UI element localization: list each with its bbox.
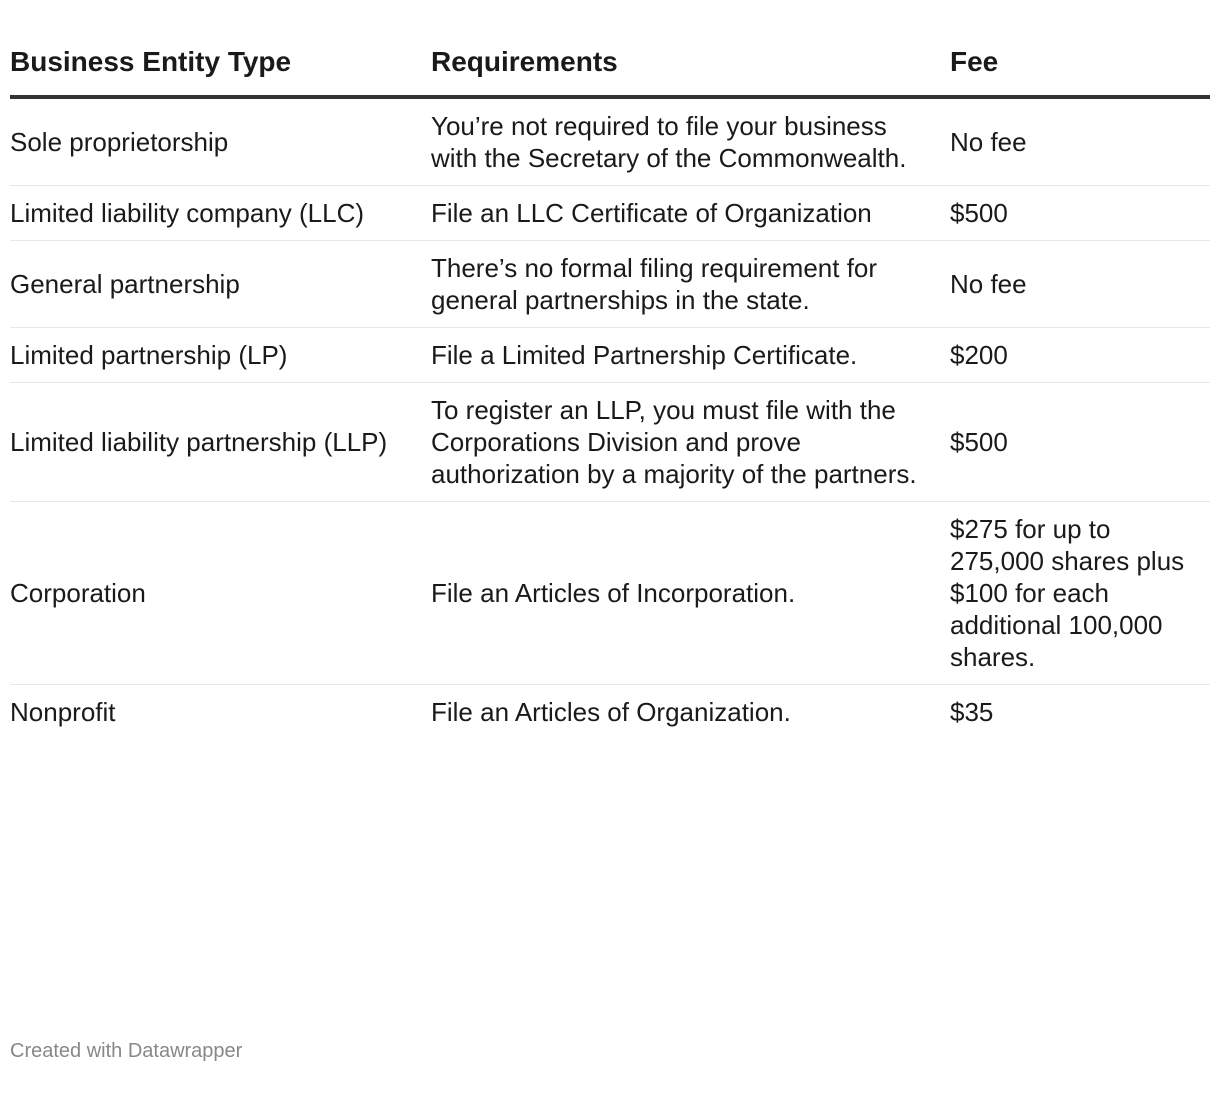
cell-entity: Limited liability partnership (LLP)	[10, 383, 431, 502]
cell-fee: $500	[950, 383, 1210, 502]
column-header-entity: Business Entity Type	[10, 36, 431, 97]
cell-requirements: There’s no formal filing requirement for general partnerships in the state.	[431, 241, 950, 328]
cell-requirements: File a Limited Partnership Certificate.	[431, 328, 950, 383]
cell-fee: $500	[950, 186, 1210, 241]
cell-requirements: To register an LLP, you must file with the Corporations Division and prove authorization by a majority of the partners.	[431, 383, 950, 502]
table-row	[10, 685, 1210, 740]
table-row	[10, 241, 1210, 328]
cell-requirements: File an LLC Certificate of Organization	[431, 186, 950, 241]
business-entity-table	[10, 36, 1210, 739]
cell-fee: $35	[950, 697, 994, 727]
table-body	[10, 97, 1210, 739]
table-row	[10, 502, 1210, 685]
column-header-fee: Fee	[950, 36, 1210, 97]
table-container	[0, 36, 1220, 739]
column-header-requirements: Requirements	[431, 36, 950, 97]
cell-fee: $275 for up to 275,000 shares plus $100 for each additional 100,000 shares.	[950, 502, 1210, 685]
cell-requirements: You’re not required to file your business with the Secretary of the Commonwealth.	[431, 97, 950, 186]
cell-entity: Limited partnership (LP)	[10, 328, 431, 383]
table-row	[10, 186, 1210, 241]
cell-requirements: File an Articles of Organization.	[431, 697, 791, 727]
table-row	[10, 97, 1210, 186]
cell-fee: $200	[950, 328, 1210, 383]
cell-entity: General partnership	[10, 241, 431, 328]
cell-fee: No fee	[950, 241, 1210, 328]
table-row	[10, 383, 1210, 502]
datawrapper-credit: Created with Datawrapper	[10, 1040, 243, 1062]
cell-entity: Sole proprietorship	[10, 97, 431, 186]
cell-entity: Corporation	[10, 502, 431, 685]
header-row	[10, 36, 1210, 97]
cell-fee: No fee	[950, 97, 1210, 186]
table-row	[10, 328, 1210, 383]
table-header	[10, 36, 1210, 97]
cell-entity: Limited liability company (LLC)	[10, 186, 431, 241]
cell-entity: Nonprofit	[10, 697, 116, 727]
cell-requirements: File an Articles of Incorporation.	[431, 502, 950, 685]
